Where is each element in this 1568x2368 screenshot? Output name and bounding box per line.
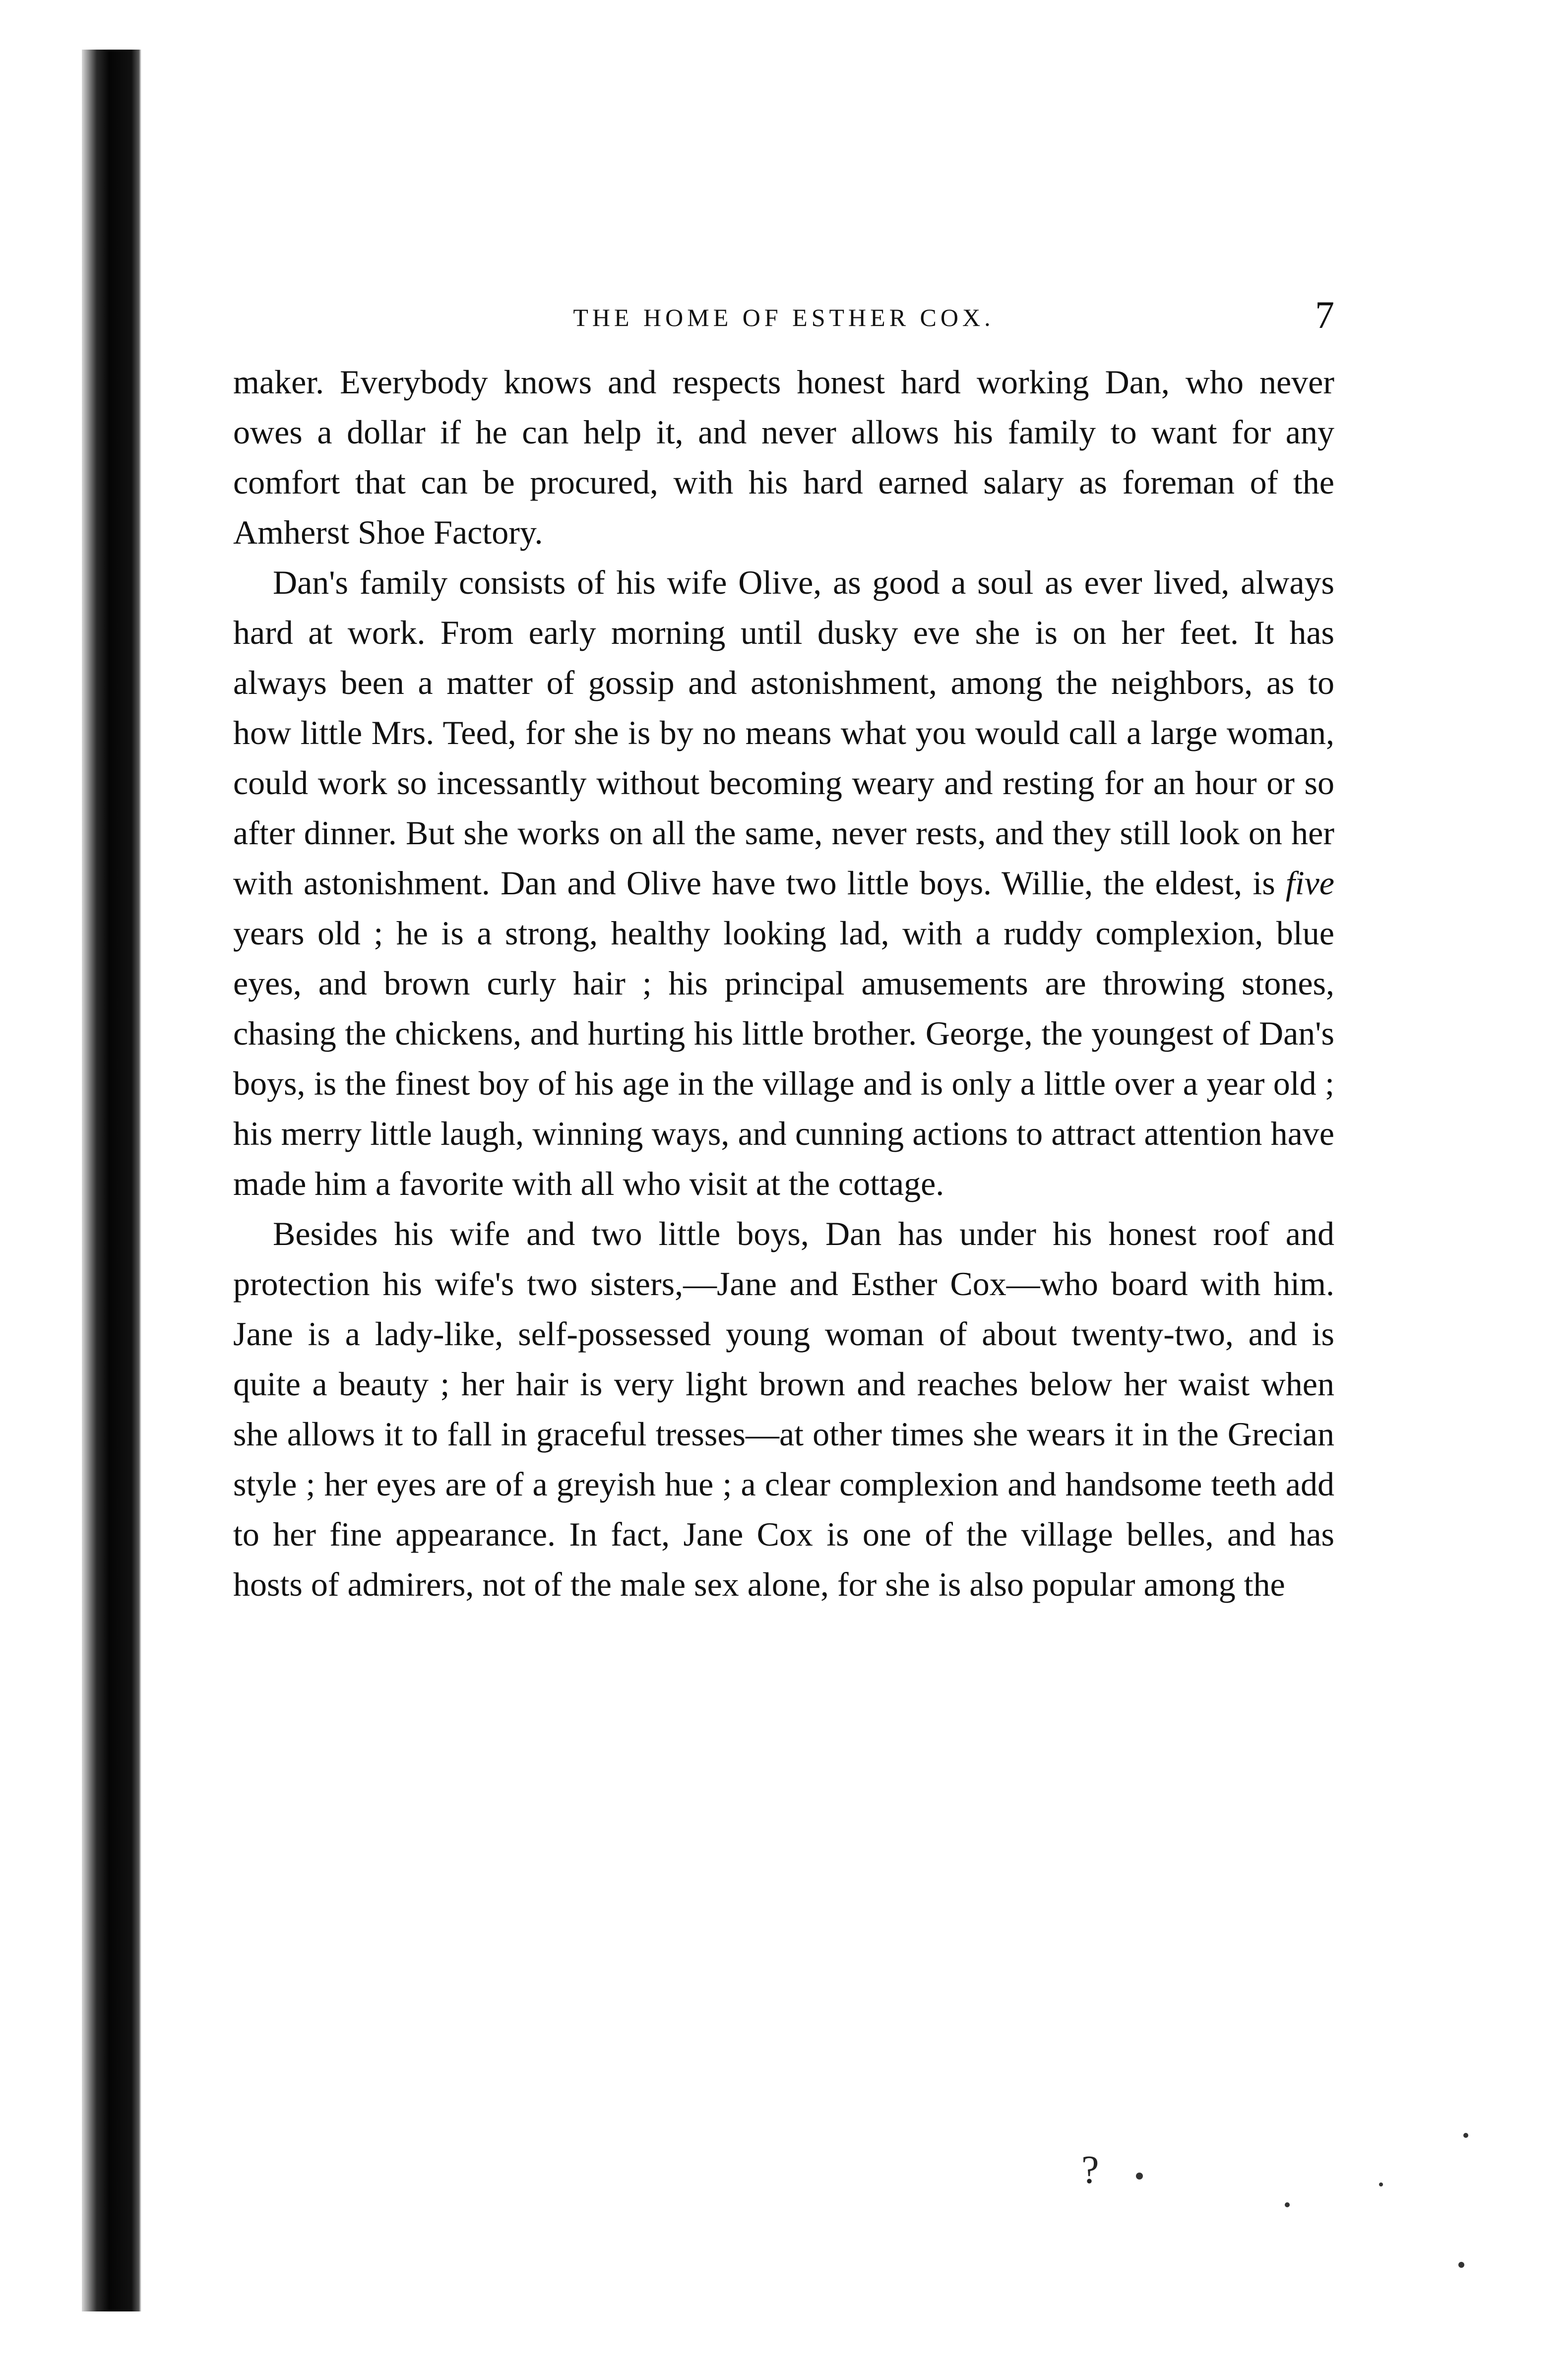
- scan-speck: [1379, 2182, 1383, 2186]
- paragraph-1: maker. Everybody knows and respects honest hard working Dan, who never owes a dollar if he can help it, and never allows his family to want for any comfort that can be procured, with his hard earned salary as foreman of the Amherst Shoe Factory.: [233, 363, 1334, 551]
- scan-binding-edge: [82, 50, 141, 2311]
- running-title: THE HOME OF ESTHER COX.: [573, 304, 995, 331]
- paragraph-2-italic-word: five: [1285, 864, 1334, 902]
- scan-speck: [1285, 2202, 1290, 2207]
- paragraph-2-part-2: years old ; he is a strong, healthy looking lad, with a ruddy complexion, blue eyes, and brown curly hair ; his principal amusements are throwing stones, chasing the chickens, and hurting his little brother. George, the youngest of Dan's boys, is the finest boy of his age in the village and is only a little over a year old ; his merry little laugh, winning ways, and cunning actions to attract attention have made him a favorite with all who visit at the cottage.: [233, 914, 1334, 1202]
- paragraph-2: [233, 558, 1334, 1209]
- stray-pencil-mark: ?: [1081, 2148, 1099, 2192]
- paragraph-2-part-1: Dan's family consists of his wife Olive, as good a soul as ever lived, always hard at work. From early morning until dusky eve she is on her feet. It has always been a matter of gossip and astonishment, among the neighbors, as to how little Mrs. Teed, for she is by no means what you would call a large woman, could work so incessantly without becoming weary and resting for an hour or so after dinner. But she works on all the same, never rests, and they still look on her with astonishment. Dan and Olive have two little boys. Willie, the eldest, is: [233, 563, 1334, 902]
- book-page: [233, 293, 1334, 1610]
- running-header: [233, 293, 1334, 357]
- body-text: [233, 357, 1334, 1610]
- paragraph-3: Besides his wife and two little boys, Dan has under his honest roof and protection his wife's two sisters,—Jane and Esther Cox—who board with him. Jane is a lady-like, self-possessed young woman of about twenty-two, and is quite a beauty ; her hair is very light brown and reaches below her waist when she allows it to fall in graceful tresses—at other times she wears it in the Grecian style ; her eyes are of a greyish hue ; a clear complexion and handsome teeth add to her fine appearance. In fact, Jane Cox is one of the village belles, and has hosts of admirers, not of the male sex alone, for she is also popular among the: [233, 1215, 1334, 1603]
- scan-speck: [1136, 2173, 1143, 2180]
- page-number: 7: [1315, 293, 1334, 336]
- scan-speck: [1463, 2133, 1468, 2138]
- scan-speck: [1458, 2262, 1464, 2268]
